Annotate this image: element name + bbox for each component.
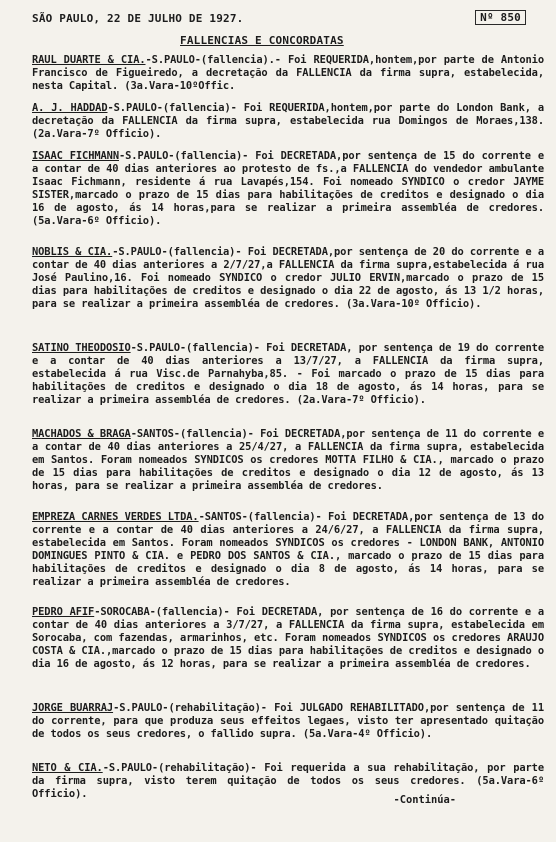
entry-head: SATINO THEODOSIO bbox=[32, 342, 131, 354]
entry-raul-duarte bbox=[32, 54, 544, 93]
entry-body: -SANTOS-(fallencia)- Foi DECRETADA,por sentença de 13 do corrente e a contar de 40 dias anteriores a 24/6/27, a FALLENCIA da firma supra, estabelecida em Santos. Foram nomeados SYNDICOS os credores - LONDON BANK, ANTONIO DOMINGUES PINTO & CIA. e PEDRO DOS SANTOS & CIA., marcado o prazo de 15 dias para habilitações de creditos e designado o dia 8 de agosto, ás 14 horas, para se realizar a primeira assembléa de credores. bbox=[32, 511, 544, 588]
entry-body: -S.PAULO-(rehabilitação)- Foi requerida a sua rehabilitação, por parte da firma supra, visto terem quitação de todos os seus credores. (5a.Vara-6º Officio). bbox=[32, 762, 544, 800]
bulletin-number: Nº 850 bbox=[475, 10, 526, 25]
entry-head: NETO & CIA. bbox=[32, 762, 103, 774]
header-date: SÃO PAULO, 22 DE JULHO DE 1927. bbox=[32, 12, 244, 25]
entry-body: -SOROCABA-(fallencia)- Foi DECRETADA, por sentença de 16 do corrente e a contar de 40 dias anteriores a 3/7/27, a FALLENCIA da firma supra, estabelecida em Sorocaba, com fazendas, armarinhos, etc. Foram nomeados SYNDICOS os credores ARAUJO COSTA & CIA.,marcado o prazo de 15 dias para habilitações de creditos e designado o dia 16 de agosto, ás 12 horas, para se realizar a primeira assembléa de credores. bbox=[32, 606, 544, 670]
entry-head: JORGE BUARRAJ bbox=[32, 702, 114, 714]
section-title: FALLENCIAS E CONCORDATAS bbox=[180, 34, 344, 47]
entry-haddad bbox=[32, 102, 544, 141]
entry-body: -SANTOS-(fallencia)- Foi DECRETADA,por sentença de 11 do corrente e a contar de 40 dias anteriores a 25/4/27, a FALLENCIA da firma supra, estabelecida em Santos. Foram nomeados SYNDICOS os credores MOTTA FILHO & CIA., marcado o prazo de 15 dias para habilitações de creditos e designado o dia 12 de agosto, ás 13 horas, para se realizar a primeira assembléa de credores. bbox=[32, 428, 545, 492]
entry-body: -S.PAULO-(rehabilitação)- Foi JULGADO REHABILITADO,por sentença de 11 do corrente, para que produza seus effeitos legaes, visto ter apresentado quitação de todos os seus credores, o fallido supra. (5a.Vara-4º Officio). bbox=[32, 702, 544, 740]
continua-note: -Continúa- bbox=[393, 794, 456, 806]
entry-head: ISAAC FICHMANN bbox=[32, 150, 119, 162]
page-header bbox=[32, 12, 542, 30]
entry-buarraj bbox=[32, 702, 544, 741]
entry-head: A. J. HADDAD bbox=[32, 102, 108, 114]
entry-carnes-verdes bbox=[32, 511, 544, 589]
entry-body: -S.PAULO-(fallencia)- Foi DECRETADA, por sentença de 19 do corrente e a contar de 40 dias anteriores a 13/7/27, a FALLENCIA da firma supra, estabelecida á rua Visc.de Parnahyba,85. - Foi marcado o prazo de 15 dias para habilitações de creditos e designado o dia 18 de agosto, ás 14 horas, para se realizar a primeira assembléa de credores. (2a.Vara-7º Officio). bbox=[32, 342, 544, 406]
entry-body: -S.PAULO-(fallencia)- Foi DECRETADA,por sentença de 20 do corrente e a contar de 40 dias anteriores a 2/7/27,a FALLENCIA da firma supra,estabelecida á rua José Paulino,16. Foi nomeado SYNDICO o credor JULIO ERVIN,marcado o prazo de 15 dias para habilitações de creditos e designado o dia 22 de agosto, ás 13 1/2 horas, para se realizar a primeira assembléa de credores. (3a.Vara-10º Officio). bbox=[32, 246, 544, 310]
entry-body: -S.PAULO-(fallencia).- Foi REQUERIDA,hontem,por parte de Antonio Francisco de Figueiredo, a decretação da FALLENCIA da firma supra, estabelecida, nesta Capital. (3a.Vara-10ºOffic. bbox=[32, 54, 544, 92]
entry-neto bbox=[32, 762, 544, 801]
entry-pedro-afif bbox=[32, 606, 544, 671]
entry-head: RAUL DUARTE & CIA. bbox=[32, 54, 146, 66]
entry-head: MACHADOS & BRAGA bbox=[32, 428, 131, 440]
entry-fichmann bbox=[32, 150, 544, 228]
entry-body: -S.PAULO-(fallencia)- Foi DECRETADA,por sentença de 15 do corrente e a contar de 40 dias anteriores ao protesto de fs.,a FALLENCIA do vendedor ambulante Isaac Fichmann, residente á rua Lavapés,154. Foi nomeado SYNDICO o credor JAYME SISTER,marcado o prazo de 15 dias para habilitações de creditos e designado o dia 16 de agosto, ás 14 horas,para se realizar a primeira assembléa de credores. (5a.Vara-6º Officio). bbox=[32, 150, 544, 227]
entry-head: PEDRO AFIF bbox=[32, 606, 95, 618]
entry-head: EMPREZA CARNES VERDES LTDA. bbox=[32, 511, 199, 523]
entry-body: -S.PAULO-(fallencia)- Foi REQUERIDA,hontem,por parte do London Bank, a decretação da FALLENCIA da firma supra, estabelecida rua Domingos de Moraes,138. (2a.Vara-7º Officio). bbox=[32, 102, 544, 140]
entry-machados-braga bbox=[32, 428, 544, 493]
entry-head: NOBLIS & CIA. bbox=[32, 246, 113, 258]
entry-satino bbox=[32, 342, 544, 407]
entry-noblis bbox=[32, 246, 544, 311]
